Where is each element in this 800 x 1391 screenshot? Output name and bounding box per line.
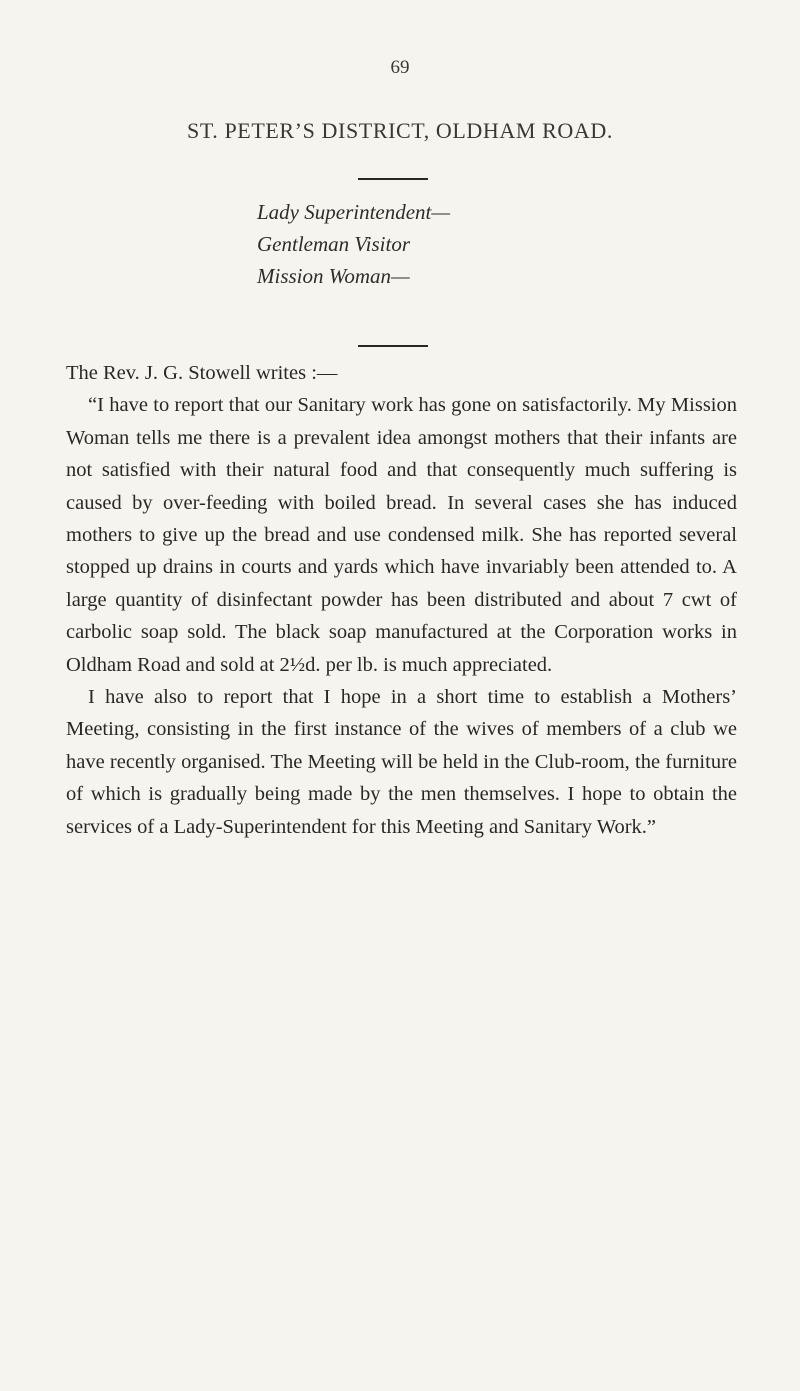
top-divider (358, 178, 428, 180)
report-paragraph-1: “I have to report that our Sanitary work has gone on satisfactorily. My Mission Woman tells me there is a prevalent idea amongst mothers that their infants are not satisfied with their natural food and that consequently much suffering is caused by over-feeding with boiled bread. In several cases she has induced mothers to give up the bread and use condensed milk. She has reported several stopped up drains in courts and yards which have invariably been attended to. A large quantity of disinfectant powder has been distributed and about 7 cwt of carbolic soap sold. The black soap manufactured at the Corporation works in Oldham Road and sold at 2½d. per lb. is much appreciated. (66, 394, 737, 676)
staff-list (257, 196, 450, 292)
staff-mission-woman: Mission Woman— (257, 264, 410, 288)
staff-gentleman-visitor: Gentleman Visitor (257, 232, 411, 256)
report-body (66, 357, 737, 843)
bottom-divider (358, 345, 428, 347)
report-paragraph-2: I have also to report that I hope in a short time to establish a Mothers’ Meeting, consisting in the first instance of the wives of members of a club we have recently organised. The Meeting will be held in the Club-room, the furniture of which is gradually being made by the men themselves. I hope to obtain the services of a Lady-Superintendent for this Meeting and Sanitary Work.” (66, 686, 737, 838)
report-intro: The Rev. J. G. Stowell writes :— (66, 362, 338, 384)
staff-lady-superintendent: Lady Superintendent— (257, 200, 451, 224)
district-heading: ST. PETER’S DISTRICT, OLDHAM ROAD. (187, 118, 613, 143)
page-number: 69 (390, 57, 410, 78)
